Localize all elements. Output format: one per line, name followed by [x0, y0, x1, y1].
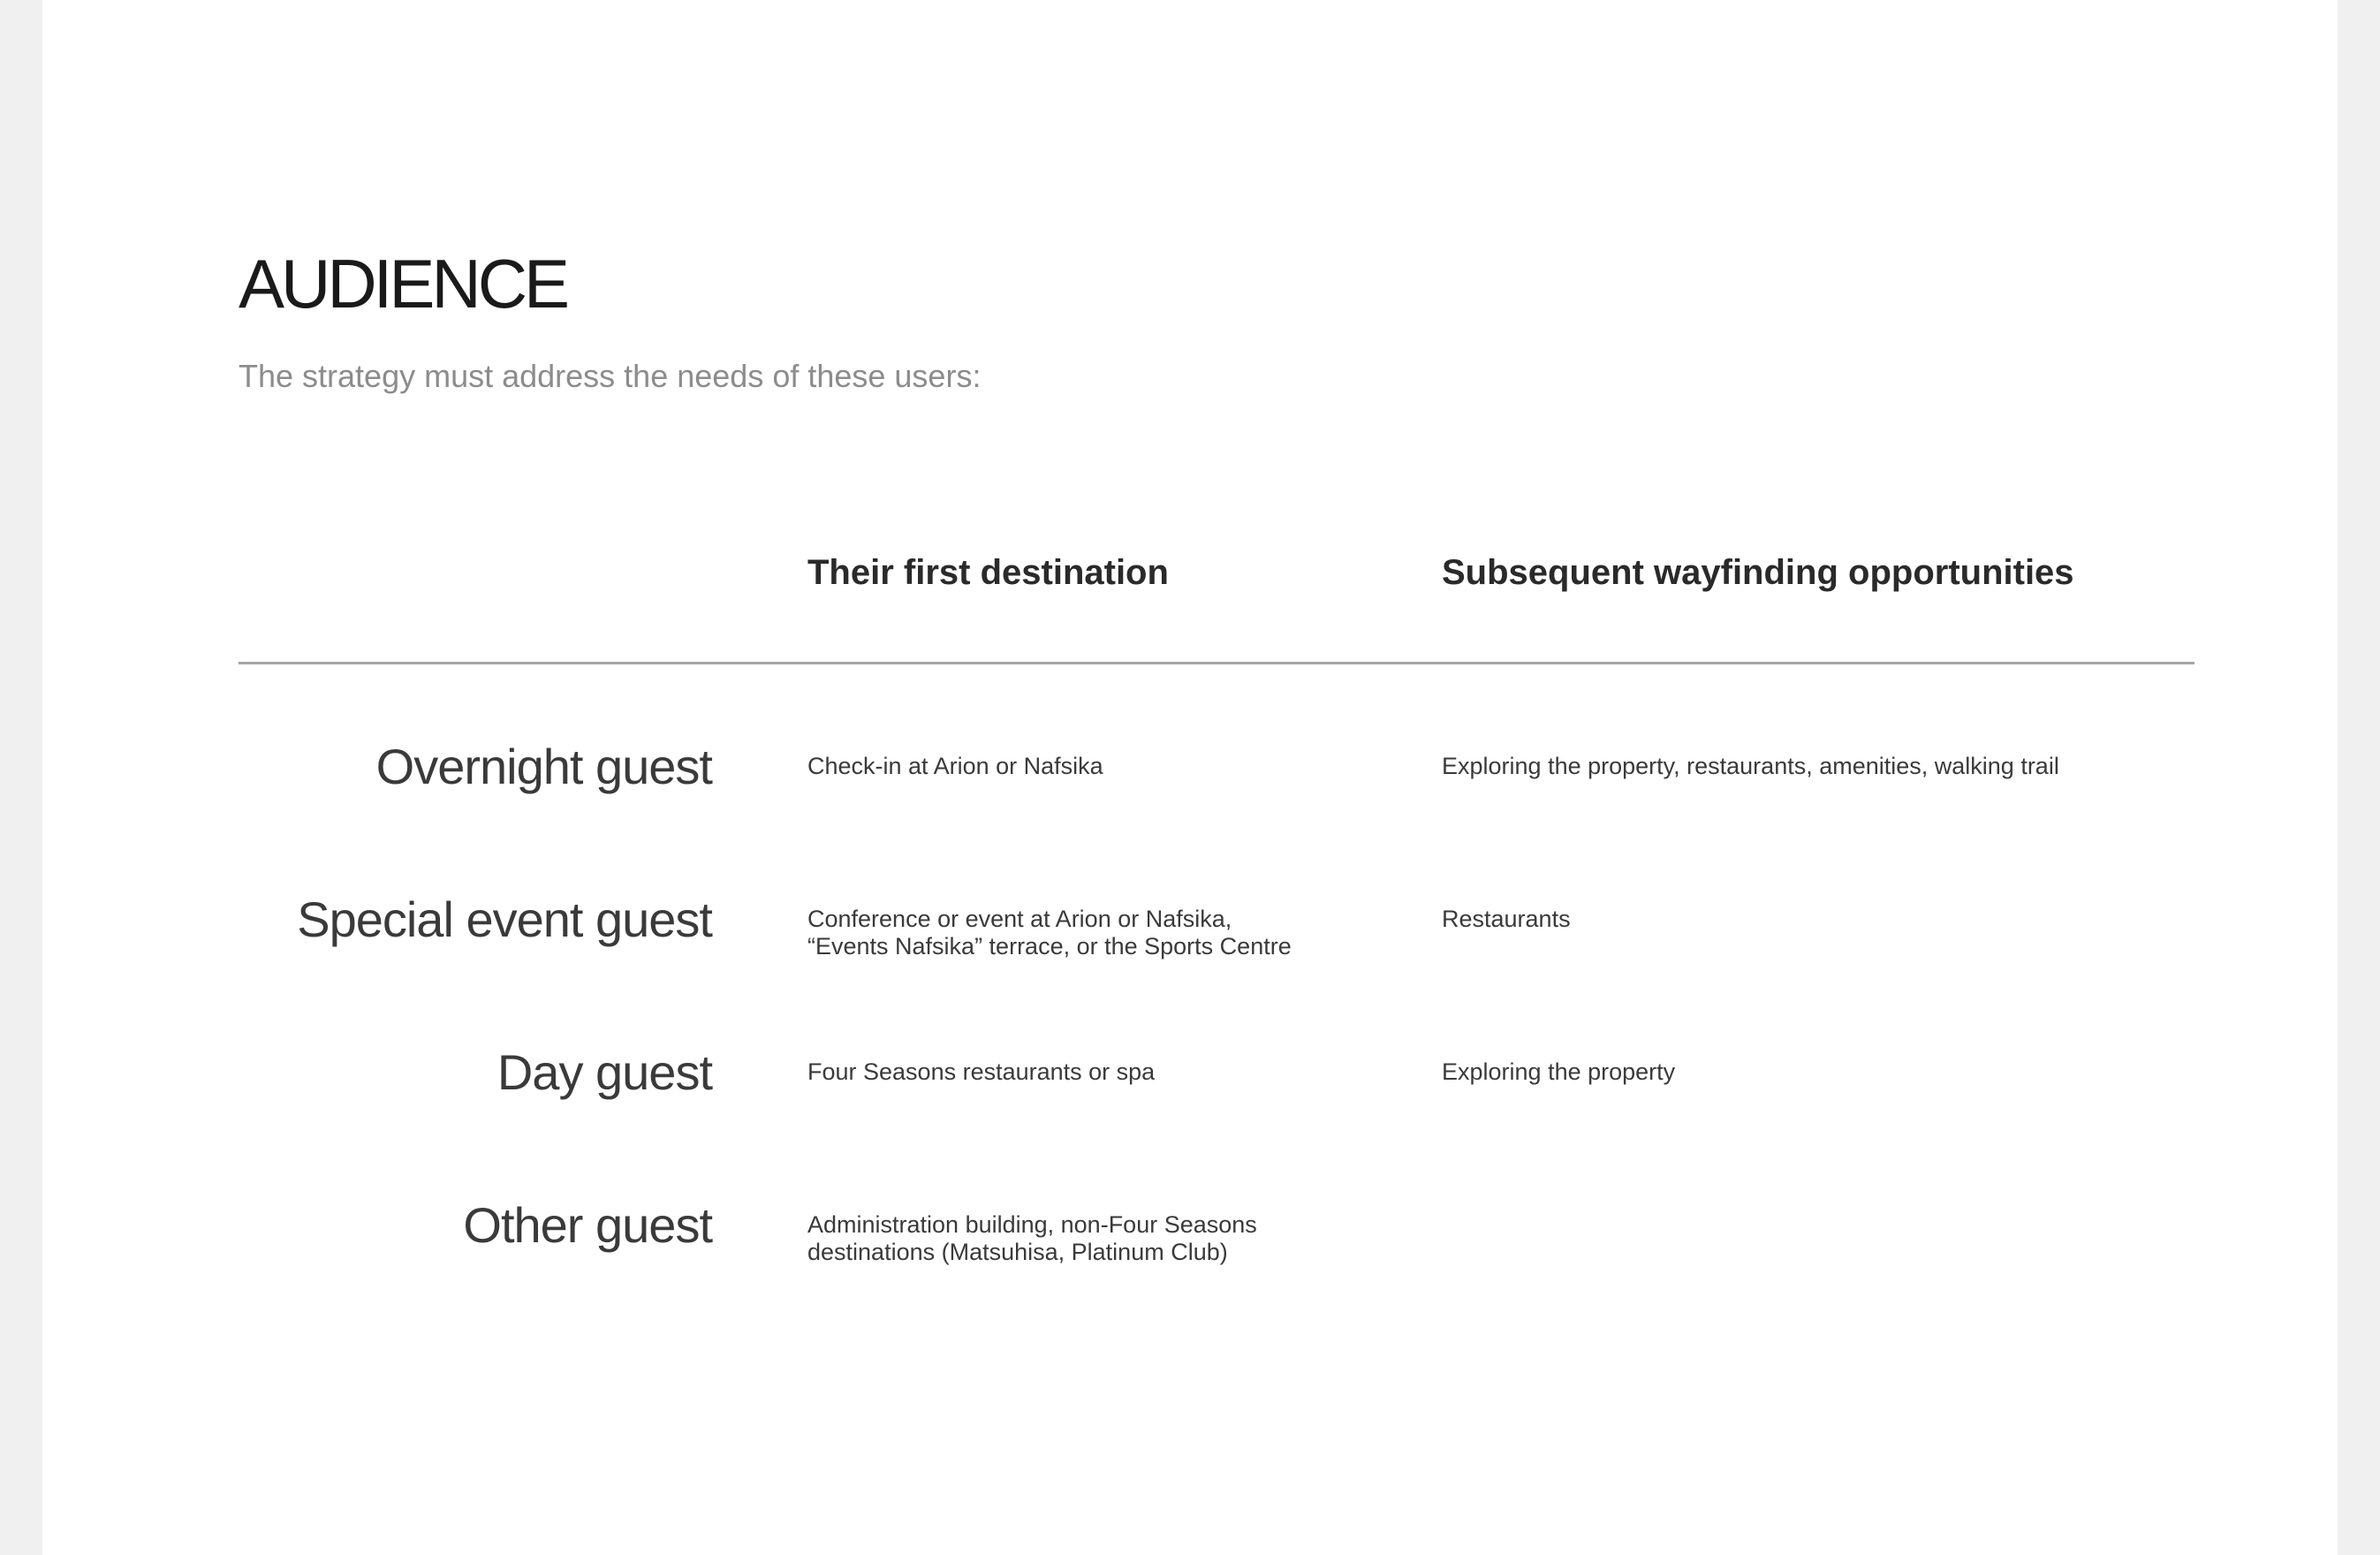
first-destination-cell: Administration building, non-Four Seasons destinations (Matsuhisa, Platinum Club) [807, 1211, 1257, 1266]
row-label: Other guest [463, 1197, 712, 1253]
subsequent-wayfinding-cell: Exploring the property, restaurants, amenities, walking trail [1442, 753, 2059, 779]
page-title: AUDIENCE [239, 245, 567, 322]
column-header-first-destination: Their first destination [807, 553, 1169, 592]
table-row-other-guest [42, 1197, 2338, 1303]
first-destination-cell: Conference or event at Arion or Nafsika, “Events Nafsika” terrace, or the Sports Centre [807, 906, 1292, 960]
document-page [42, 0, 2338, 1555]
row-label: Special event guest [297, 891, 712, 947]
page-subtitle: The strategy must address the needs of these users: [239, 358, 982, 394]
first-destination-cell: Check-in at Arion or Nafsika [807, 753, 1103, 779]
subsequent-wayfinding-cell: Restaurants [1442, 906, 1571, 932]
row-label: Day guest [496, 1044, 712, 1100]
first-destination-cell: Four Seasons restaurants or spa [807, 1058, 1156, 1085]
header-divider [239, 662, 2194, 664]
table-row-day-guest [42, 1044, 2338, 1150]
table-row-overnight-guest [42, 739, 2338, 845]
subsequent-wayfinding-cell: Exploring the property [1442, 1058, 1676, 1085]
column-header-subsequent-wayfinding: Subsequent wayfinding opportunities [1442, 553, 2074, 592]
row-label: Overnight guest [375, 739, 712, 794]
table-row-special-event-guest [42, 891, 2338, 997]
